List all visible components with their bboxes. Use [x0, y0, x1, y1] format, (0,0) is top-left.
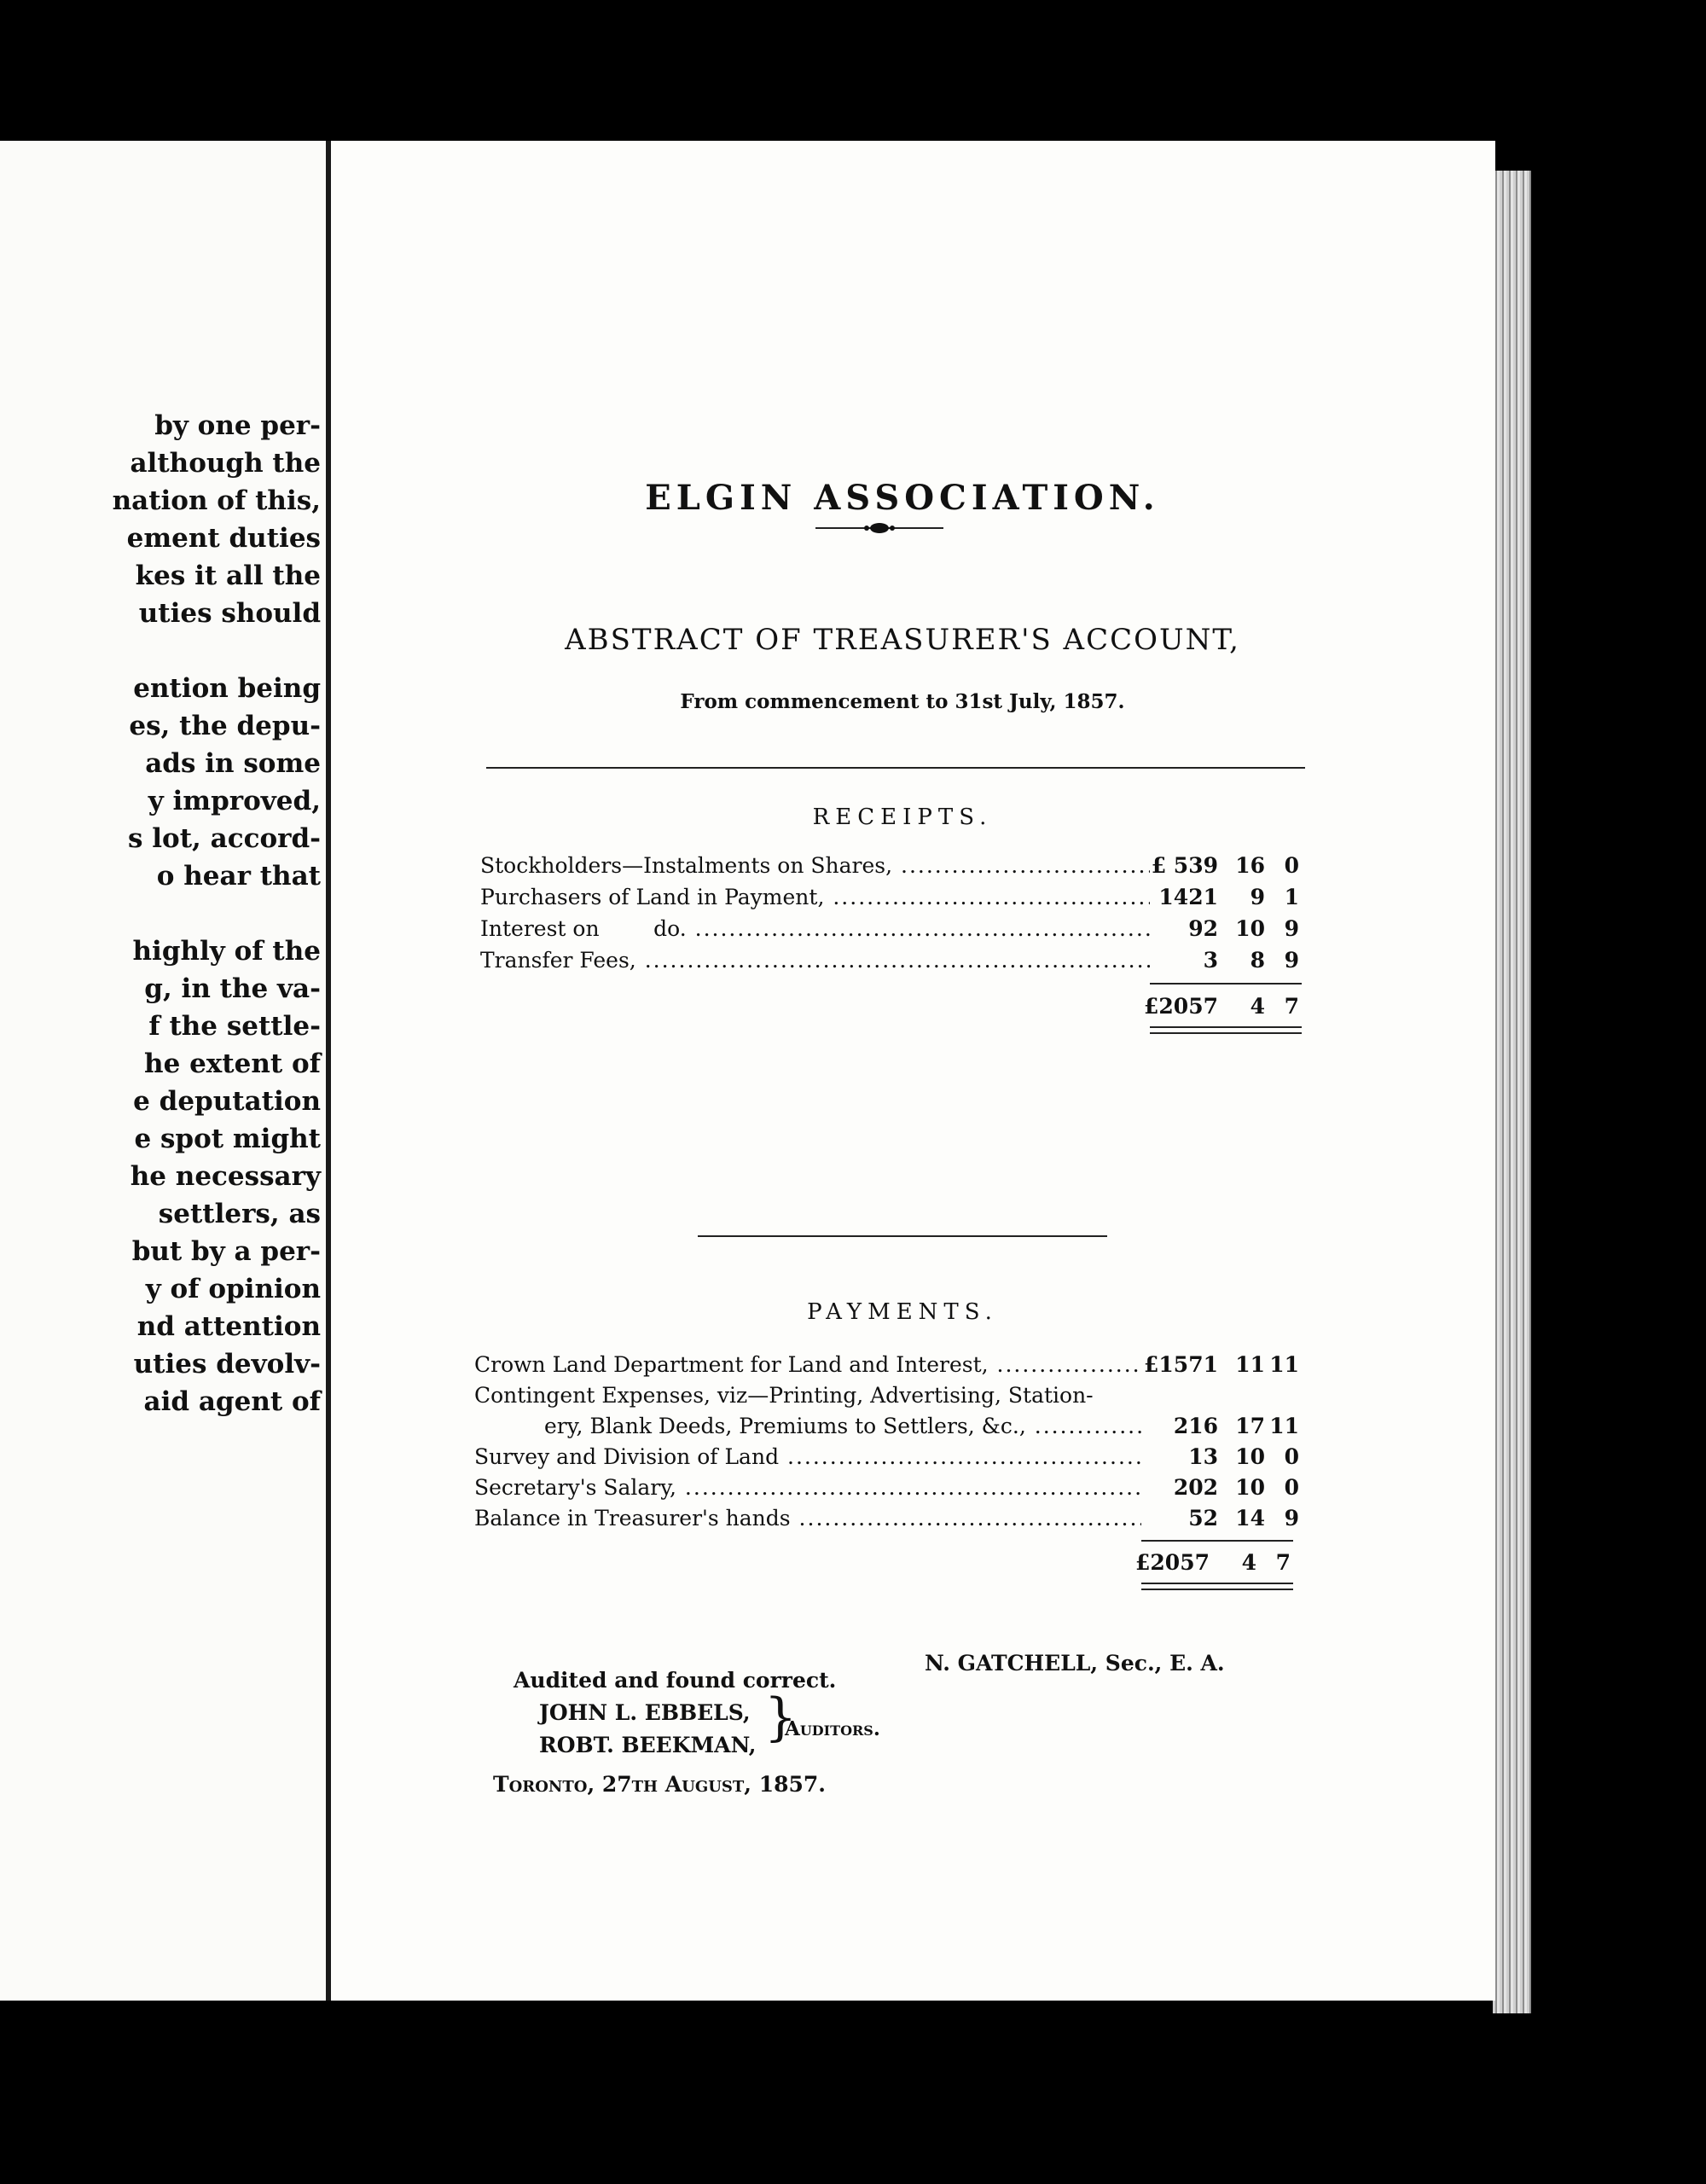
- payments-total-shillings: 4: [1241, 1550, 1256, 1575]
- payment-pounds: 13: [1188, 1444, 1218, 1469]
- payment-shillings: 11: [1235, 1352, 1265, 1377]
- payment-pounds: 52: [1188, 1506, 1218, 1531]
- payment-shillings: 10: [1235, 1475, 1265, 1500]
- payment-pence: 9: [1284, 1506, 1299, 1531]
- auditor-name: ROBT. BEEKMAN,: [539, 1733, 757, 1757]
- left-page-line: g, in the va-: [144, 973, 321, 1004]
- receipt-pence: 0: [1284, 853, 1299, 878]
- left-page-line: es, the depu-: [129, 711, 321, 741]
- payment-label: ery, Blank Deeds, Premiums to Settlers, &c., .....: [544, 1414, 1141, 1438]
- payments-total-pounds: £2057: [1135, 1550, 1210, 1575]
- left-page-line: ads in some: [145, 748, 321, 779]
- receipts-total-pence: 7: [1284, 994, 1299, 1019]
- double-rule: [1150, 1026, 1302, 1028]
- brace-mark: }: [764, 1687, 798, 1747]
- left-page-line: o hear that: [156, 861, 321, 892]
- page-edges: [1493, 171, 1531, 2013]
- payment-pence: 0: [1284, 1475, 1299, 1500]
- left-page-line: kes it all the: [135, 561, 321, 591]
- left-page-line: uties devolv-: [133, 1349, 321, 1380]
- left-page: [0, 141, 331, 2001]
- payment-shillings: 14: [1235, 1506, 1265, 1531]
- payment-label: Contingent Expenses, viz—Printing, Advertising, Station-: [474, 1383, 1094, 1408]
- right-page: [331, 141, 1495, 2001]
- left-page-line: settlers, as: [158, 1199, 321, 1229]
- left-page-line: by one per-: [154, 410, 321, 441]
- receipt-shillings: 9: [1250, 885, 1265, 909]
- receipt-shillings: 8: [1250, 948, 1265, 973]
- receipts-heading: RECEIPTS.: [812, 804, 993, 830]
- left-page-line: y of opinion: [145, 1274, 321, 1304]
- payment-pounds: £1571: [1144, 1352, 1218, 1377]
- receipt-pence: 9: [1284, 916, 1299, 941]
- sum-rule: [1150, 983, 1302, 985]
- receipt-pence: 9: [1284, 948, 1299, 973]
- secretary-signature: N. GATCHELL, Sec., E. A.: [925, 1651, 1225, 1676]
- left-page-line: ement duties: [126, 523, 321, 554]
- receipt-shillings: 16: [1235, 853, 1265, 878]
- payments-total-pence: 7: [1275, 1550, 1291, 1575]
- payment-pence: 0: [1284, 1444, 1299, 1469]
- account-period: From commencement to 31st July, 1857.: [680, 690, 1125, 713]
- receipt-pounds: £ 539: [1151, 853, 1218, 878]
- double-rule: [1141, 1589, 1293, 1590]
- receipts-total-shillings: 4: [1250, 994, 1265, 1019]
- receipt-label: Purchasers of Land in Payment, .....: [480, 885, 1150, 909]
- left-page-line: e deputation: [133, 1086, 321, 1117]
- receipt-pounds: 1421: [1158, 885, 1218, 909]
- left-page-line: although the: [130, 448, 321, 479]
- payment-shillings: 10: [1235, 1444, 1265, 1469]
- left-page-line: y improved,: [148, 786, 321, 816]
- payment-pence: 11: [1269, 1352, 1299, 1377]
- paragraph-gap: [0, 632, 321, 670]
- left-page-line: he extent of: [144, 1048, 321, 1079]
- auditor-name: JOHN L. EBBELS,: [539, 1700, 751, 1725]
- payment-pounds: 202: [1173, 1475, 1218, 1500]
- left-page-line: ention being: [133, 673, 321, 704]
- payment-pounds: 216: [1173, 1414, 1218, 1438]
- payments-heading: PAYMENTS.: [807, 1299, 998, 1325]
- receipt-label: Transfer Fees, .....: [480, 948, 1150, 973]
- ornament-divider: [815, 520, 943, 537]
- receipt-pounds: 3: [1203, 948, 1218, 973]
- left-page-line: f the settle-: [148, 1011, 321, 1042]
- left-page-line: but by a per-: [131, 1236, 321, 1267]
- payment-shillings: 17: [1235, 1414, 1265, 1438]
- double-rule: [1141, 1583, 1293, 1584]
- place-date: Toronto, 27th August, 1857.: [493, 1772, 826, 1797]
- receipt-label: Interest on do. .....: [480, 916, 1150, 941]
- sum-rule: [1141, 1540, 1293, 1542]
- left-page-line: nation of this,: [112, 485, 321, 516]
- auditors-label: Auditors.: [785, 1717, 880, 1740]
- payment-pence: 11: [1269, 1414, 1299, 1438]
- paragraph-gap: [0, 895, 321, 932]
- left-page-text: [0, 407, 321, 1420]
- document-subtitle: ABSTRACT OF TREASURER'S ACCOUNT,: [565, 623, 1240, 657]
- payment-label: Balance in Treasurer's hands .....: [474, 1506, 1141, 1531]
- left-page-line: he necessary: [130, 1161, 321, 1192]
- left-page-line: s lot, accord-: [128, 823, 321, 854]
- left-page-line: e spot might: [134, 1124, 321, 1154]
- receipt-shillings: 10: [1235, 916, 1265, 941]
- receipt-pence: 1: [1284, 885, 1299, 909]
- left-page-line: nd attention: [136, 1311, 321, 1342]
- left-page-line: highly of the: [132, 936, 321, 967]
- receipts-total-pounds: £2057: [1144, 994, 1218, 1019]
- receipt-label: Stockholders—Instalments on Shares, .....: [480, 853, 1150, 878]
- section-divider: [698, 1235, 1107, 1237]
- section-rule: [486, 767, 1305, 769]
- audit-note: Audited and found correct.: [514, 1668, 837, 1693]
- double-rule: [1150, 1032, 1302, 1034]
- payment-label: Crown Land Department for Land and Interest, .....: [474, 1352, 1141, 1377]
- document-title: ELGIN ASSOCIATION.: [645, 478, 1160, 518]
- left-page-line: uties should: [138, 598, 321, 629]
- receipt-pounds: 92: [1188, 916, 1218, 941]
- payment-label: Secretary's Salary, .....: [474, 1475, 1141, 1500]
- left-page-line: aid agent of: [143, 1386, 321, 1417]
- payment-label: Survey and Division of Land .....: [474, 1444, 1141, 1469]
